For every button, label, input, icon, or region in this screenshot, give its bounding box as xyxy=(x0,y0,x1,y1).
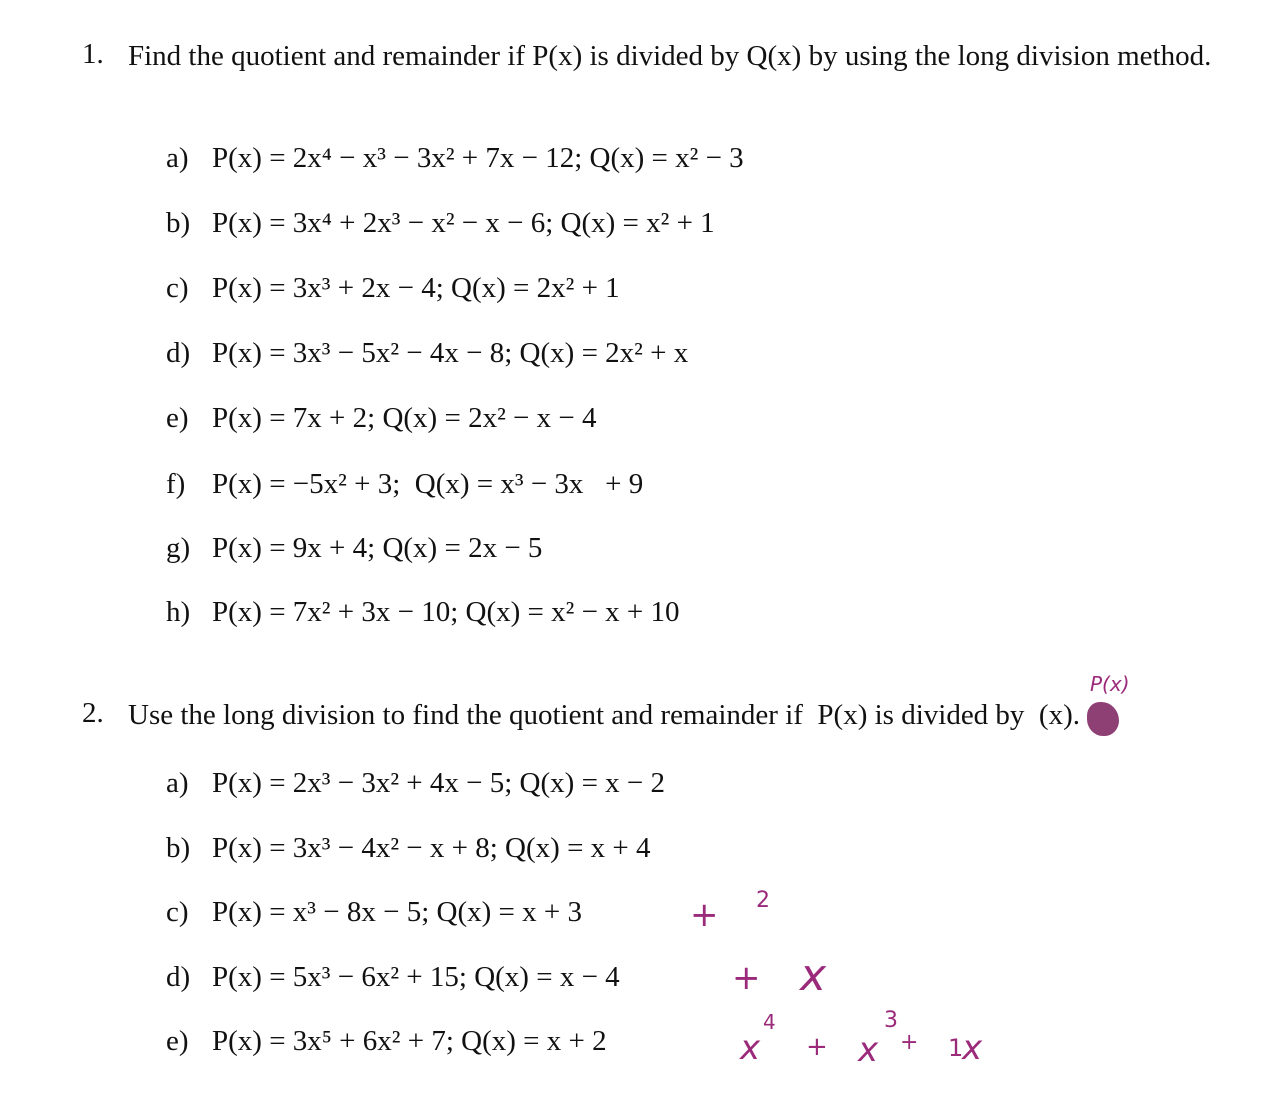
ink-scribble xyxy=(1087,702,1119,736)
handwritten-plus: + xyxy=(690,895,719,935)
item-expression: P(x) = 2x³ − 3x² + 4x − 5; Q(x) = x − 2 xyxy=(212,767,666,799)
q2-item-d xyxy=(166,961,620,994)
handwritten-x: x xyxy=(740,1028,761,1068)
item-expression: P(x) = 3x³ + 2x − 4; Q(x) = 2x² + 1 xyxy=(212,272,620,304)
item-expression: P(x) = 5x³ − 6x² + 15; Q(x) = x − 4 xyxy=(212,961,620,993)
item-expression: P(x) = 2x⁴ − x³ − 3x² + 7x − 12; Q(x) = x² − 3 xyxy=(212,142,744,174)
q2-item-a xyxy=(166,767,665,800)
q2-item-e xyxy=(166,1025,607,1058)
item-label: c) xyxy=(166,896,189,928)
handwritten-plus: + xyxy=(806,1032,828,1062)
item-label: b) xyxy=(166,832,191,864)
q1-item-b xyxy=(166,207,715,240)
item-expression: P(x) = 7x² + 3x − 10; Q(x) = x² − x + 10 xyxy=(212,596,680,628)
q1-item-c xyxy=(166,272,620,305)
handwritten-plus: + xyxy=(732,958,761,998)
handwritten-exponent: 3 xyxy=(884,1008,898,1033)
question-2-number: 2. xyxy=(82,697,104,729)
question-1-number: 1. xyxy=(82,38,104,70)
handwritten-plus: + xyxy=(900,1030,919,1055)
q2-item-b xyxy=(166,832,651,865)
handwritten-x: x xyxy=(962,1028,983,1068)
item-label: c) xyxy=(166,272,189,304)
handwritten-two: 2 xyxy=(756,888,770,913)
item-expression: P(x) = 3x³ − 4x² − x + 8; Q(x) = x + 4 xyxy=(212,832,651,864)
item-label: d) xyxy=(166,337,191,369)
q1-item-d xyxy=(166,337,688,370)
item-label: h) xyxy=(166,596,191,628)
item-expression: P(x) = 3x⁴ + 2x³ − x² − x − 6; Q(x) = x² + 1 xyxy=(212,207,715,239)
item-expression: P(x) = 3x⁵ + 6x² + 7; Q(x) = x + 2 xyxy=(212,1025,607,1057)
q2-item-c xyxy=(166,896,582,929)
item-label: b) xyxy=(166,207,191,239)
item-expression: P(x) = 7x + 2; Q(x) = 2x² − x − 4 xyxy=(212,402,597,434)
item-label: e) xyxy=(166,1025,189,1057)
handwritten-one: 1 xyxy=(948,1034,964,1062)
handwritten-px-note: P(x) xyxy=(1090,672,1130,696)
item-label: a) xyxy=(166,142,189,174)
handwritten-x: x xyxy=(800,950,827,1001)
q1-item-e xyxy=(166,402,596,435)
q1-item-a xyxy=(166,142,744,175)
item-expression: P(x) = 9x + 4; Q(x) = 2x − 5 xyxy=(212,532,543,564)
item-label: e) xyxy=(166,402,189,434)
item-label: a) xyxy=(166,767,189,799)
question-2-text: Use the long division to find the quotient and remainder if P(x) is divided by (x). xyxy=(128,699,1081,731)
item-expression: P(x) = x³ − 8x − 5; Q(x) = x + 3 xyxy=(212,896,582,928)
item-label: d) xyxy=(166,961,191,993)
handwritten-x: x xyxy=(858,1030,879,1070)
question-1-text: Find the quotient and remainder if P(x) is divided by Q(x) by using the long division method. xyxy=(128,40,1212,72)
q1-item-g xyxy=(166,532,542,565)
item-label: g) xyxy=(166,532,191,564)
q1-item-h xyxy=(166,596,680,629)
item-expression: P(x) = 3x³ − 5x² − 4x − 8; Q(x) = 2x² + x xyxy=(212,337,689,369)
item-label: f) xyxy=(166,468,186,500)
q1-item-f xyxy=(166,468,643,501)
handwritten-exponent: 4 xyxy=(763,1010,776,1034)
item-expression: P(x) = −5x² + 3; Q(x) = x³ − 3x + 9 xyxy=(212,468,644,500)
